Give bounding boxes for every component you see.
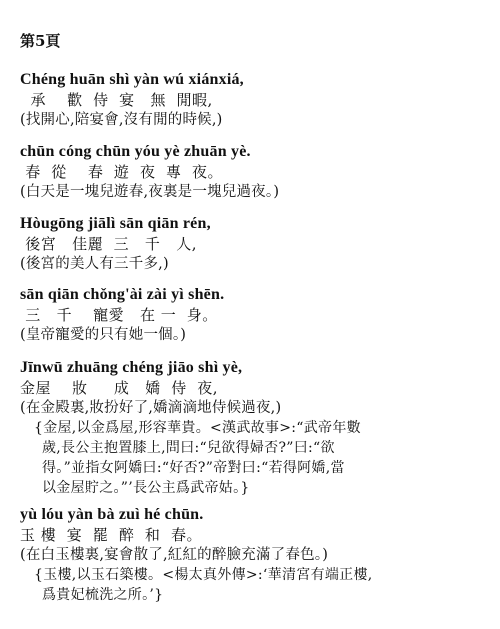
pinyin-line: sān qiān chǒng'ài zài yì shēn. (20, 286, 225, 303)
pinyin-line: chūn cóng chūn yóu yè zhuān yè. (20, 143, 251, 160)
verse-stanza-5 (20, 358, 485, 498)
chinese-verse-line: 春 從 春 遊 夜 專 夜。 (20, 163, 224, 181)
pinyin-line: yù lóu yàn bà zuì hé chūn. (20, 506, 204, 523)
page-number-label: 第5頁 (20, 32, 61, 50)
note-line: {玉樓,以玉石築樓。<楊太真外傳>:‘華清宮有端正樓, (34, 567, 373, 583)
translation-gloss: (白天是一塊兒遊春,夜裏是一塊兒過夜。) (20, 184, 280, 200)
chinese-verse-line: 玉 樓 宴 罷 醉 和 春。 (20, 526, 202, 544)
note-line: 爲貴妃梳洗之所。’} (42, 587, 164, 603)
verse-stanza-3 (20, 214, 485, 274)
pinyin-line: Chéng huān shì yàn wú xiánxiá, (20, 71, 244, 88)
annotation-note (34, 565, 474, 605)
verse-stanza-2 (20, 142, 485, 202)
verse-stanza-6 (20, 505, 485, 605)
annotation-note (34, 418, 474, 498)
translation-gloss: (在白玉樓裏,宴會散了,紅紅的醉臉充滿了春色。) (20, 547, 329, 563)
verse-stanza-4 (20, 285, 485, 345)
chinese-verse-line: 後宮 佳麗 三 千 人, (20, 235, 197, 253)
chinese-verse-line: 金屋 妝 成 嬌 侍 夜, (20, 379, 219, 397)
note-line: 得。”並指女阿嬌曰:“好否?”帝對曰:“若得阿嬌,當 (42, 460, 345, 476)
translation-gloss: (皇帝寵愛的只有她一個。) (20, 327, 187, 343)
note-line: 以金屋貯之。”’長公主爲武帝姑。} (42, 480, 250, 496)
translation-gloss: (找開心,陪宴會,沒有閒的時候,) (20, 112, 223, 128)
pinyin-line: Jīnwū zhuāng chéng jiāo shì yè, (20, 359, 243, 376)
verse-stanza-1 (20, 70, 485, 130)
note-line: {金屋,以金爲屋,形容華貴。<漢武故事>:“武帝年數 (34, 420, 361, 436)
pinyin-line: Hòugōng jiālì sān qiān rén, (20, 215, 211, 232)
chinese-verse-line: 承 歡 侍 宴 無 閒暇, (20, 91, 213, 109)
note-line: 歲,長公主抱置膝上,問曰:“兒欲得婦否?”曰:“欲 (42, 440, 335, 456)
translation-gloss: (在金殿裏,妝扮好了,嬌滴滴地侍候過夜,) (20, 400, 282, 416)
chinese-verse-line: 三 千 寵愛 在 一 身。 (20, 306, 218, 324)
translation-gloss: (後宮的美人有三千多,) (20, 256, 169, 272)
